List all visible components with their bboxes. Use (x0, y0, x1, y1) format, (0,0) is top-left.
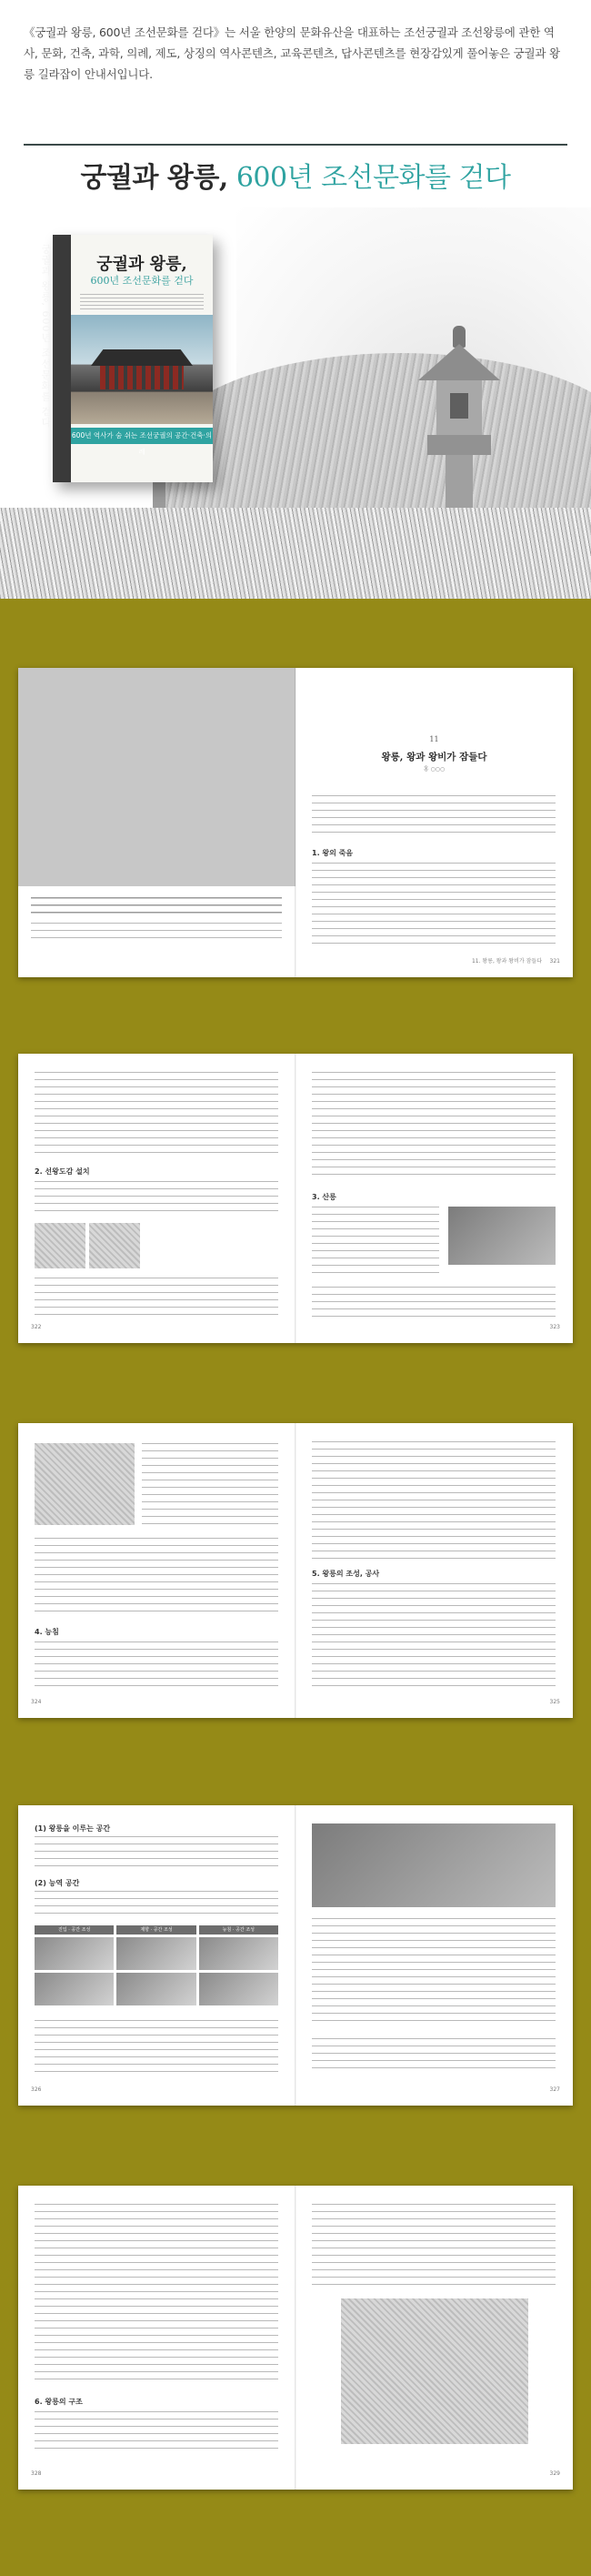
spread-4 (18, 1805, 573, 2106)
body-text (35, 1642, 278, 1692)
chapter-title: 왕릉, 왕과 왕비가 잠들다 (381, 752, 487, 763)
hero-grass (0, 508, 591, 599)
cover-blurb (80, 291, 204, 309)
chapter-number: 11 (429, 735, 439, 743)
body-text (312, 1287, 556, 1323)
spread-2-right-page (296, 1054, 573, 1343)
page-number: 322 (31, 1324, 42, 1330)
body-text (312, 1583, 556, 1692)
spread-5 (18, 2186, 573, 2490)
body-text (35, 2411, 278, 2455)
body-text (35, 2204, 278, 2386)
page-number: 327 (549, 2086, 560, 2093)
body-text (35, 1836, 278, 1873)
table-label: 제향 · 공간 조성 (116, 1925, 195, 1935)
tomb-photo (448, 1207, 556, 1265)
page-number: 325 (549, 1699, 560, 1705)
table-photo (199, 1973, 278, 2005)
table-photo (35, 1937, 114, 1970)
chapter-author: 홍 ○○○ (423, 766, 446, 773)
spread-2-left-page (18, 1054, 296, 1343)
body-text (312, 863, 556, 950)
table-photo (116, 1973, 195, 2005)
table-label: 능침 · 공간 조성 (199, 1925, 278, 1935)
cover-title: 궁궐과 왕릉, (96, 255, 187, 274)
body-text (35, 1181, 278, 1217)
page-number: 328 (31, 2470, 42, 2477)
stone-lantern-illustration (418, 289, 500, 526)
book-cover (53, 235, 213, 482)
photo-caption-text (31, 897, 282, 917)
spread-1-right-page (296, 668, 573, 977)
intro-text: 《궁궐과 왕릉, 600년 조선문화를 걷다》는 서울 한양의 문화유산을 대표하는 조선궁궐과 조선왕릉에 관한 역사, 문화, 건축, 과학, 의례, 제도, 상징의 역사콘텐츠, 교육콘텐츠, 답사콘텐츠를 현장감있게 풀어놓은 궁궐과 왕릉 길라잡이 안내서입니다. (24, 25, 560, 81)
chapter-opening-photo (18, 668, 296, 886)
document-photo-2 (89, 1223, 140, 1268)
table-photo (199, 1937, 278, 1970)
body-text (35, 2020, 278, 2078)
cover-palace-photo (71, 315, 213, 424)
body-text (312, 1918, 556, 2027)
body-text (35, 1072, 278, 1159)
document-photo-1 (35, 1223, 85, 1268)
cover-spine-title: 궁궐과 왕릉, 600년 조선문화를 걷다 (40, 244, 52, 429)
section-heading: 3. 산릉 (312, 1193, 336, 1201)
tomb-site-photo (312, 1823, 556, 1907)
page-number: 321 (549, 958, 560, 965)
spread-2 (18, 1054, 573, 1343)
cover-subtitle: 600년 조선문화를 걷다 (90, 275, 194, 287)
page-number: 329 (549, 2470, 560, 2477)
table-photo (35, 1973, 114, 2005)
body-text (312, 2204, 556, 2286)
body-text (312, 1207, 439, 1279)
page-number: 324 (31, 1699, 42, 1705)
body-text (35, 1538, 278, 1618)
tomb-space-table (35, 1925, 278, 2005)
tomb-layout-diagram (341, 2298, 528, 2444)
running-head: 11. 왕릉, 왕과 왕비가 잠들다 (471, 958, 542, 965)
page-number: 323 (549, 1324, 560, 1330)
title-top-rule (24, 144, 567, 146)
body-text (35, 1278, 278, 1321)
section-heading: 4. 능침 (35, 1628, 59, 1636)
section-heading: (2) 능역 공간 (35, 1879, 80, 1887)
spread-5-right-page (296, 2186, 573, 2490)
book-title (0, 155, 591, 195)
section-heading: 5. 왕릉의 조성, 공사 (312, 1570, 380, 1578)
book-title-part1: 궁궐과 왕릉, (80, 162, 228, 194)
spread-1 (18, 668, 573, 977)
section-heading: (1) 왕릉을 이루는 공간 (35, 1824, 111, 1833)
body-text (312, 795, 556, 839)
page-number: 326 (31, 2086, 42, 2093)
body-text (312, 1441, 556, 1560)
spread-3-left-page (18, 1423, 296, 1718)
body-text (35, 1891, 278, 1918)
spread-5-left-page (18, 2186, 296, 2490)
section-heading: 1. 왕의 죽음 (312, 849, 354, 857)
body-text (312, 1072, 556, 1181)
section-heading: 2. 선왕도감 설치 (35, 1167, 90, 1176)
spread-4-left-page (18, 1805, 296, 2106)
book-title-part2: 600년 조선문화를 걷다 (235, 162, 511, 194)
table-photo (116, 1937, 195, 1970)
table-label: 진입 · 공간 조성 (35, 1925, 114, 1935)
sample-pages-section (0, 599, 591, 2576)
spread-4-right-page (296, 1805, 573, 2106)
intro-note-text (31, 923, 282, 943)
cover-band: 600년 역사가 숨 쉬는 조선궁궐의 공간·건축·의례 (71, 428, 213, 444)
spread-1-left-page (18, 668, 296, 977)
section-heading: 6. 왕릉의 구조 (35, 2398, 83, 2406)
body-text (142, 1443, 278, 1530)
procession-illustration (35, 1443, 135, 1525)
spread-3-right-page (296, 1423, 573, 1718)
body-text (312, 2038, 556, 2075)
spread-3 (18, 1423, 573, 1718)
